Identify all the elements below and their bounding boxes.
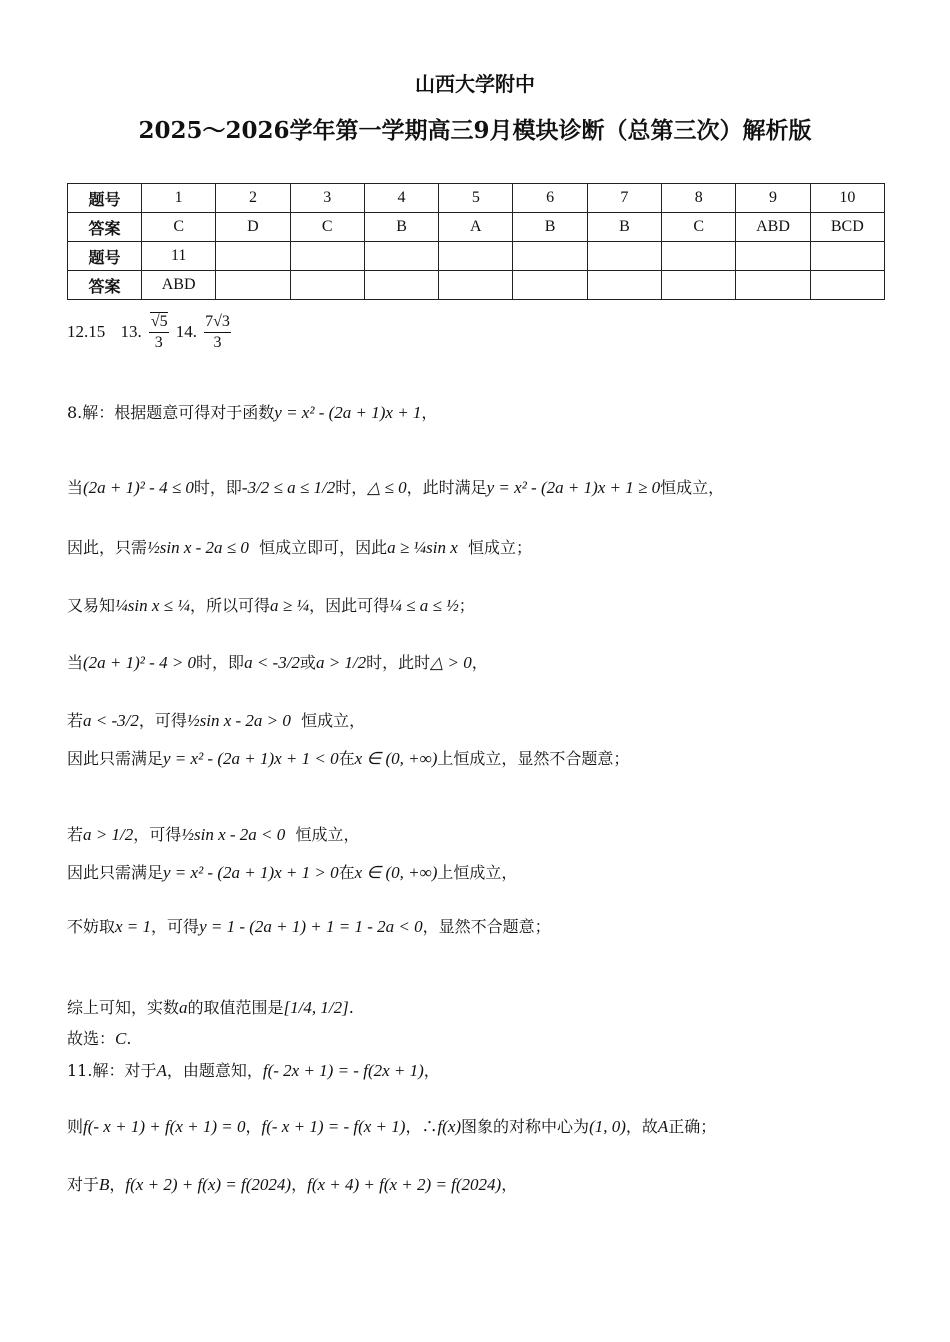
math-expression: (1, 0) — [589, 1117, 626, 1136]
math-expression: ½sin x - 2a < 0 — [181, 825, 286, 844]
table-cell — [662, 271, 736, 300]
table-cell: B — [587, 213, 661, 242]
math-expression: ½sin x - 2a > 0 — [186, 711, 291, 730]
text: 时，即 — [193, 478, 242, 497]
math-expression: (2a + 1)² - 4 ≤ 0 — [83, 478, 194, 497]
answer-table — [67, 183, 885, 300]
solution-11-line-1 — [67, 1058, 440, 1081]
math-expression: △ ≤ 0 — [367, 478, 407, 497]
solution-8-line-9 — [67, 860, 517, 883]
solution-8-line-8 — [67, 822, 359, 845]
text: 则 — [67, 1117, 84, 1136]
math-expression: a < -3/2 — [83, 711, 139, 730]
table-cell — [290, 271, 364, 300]
text: 上恒成立，显然不合题意； — [437, 749, 630, 768]
text: . — [126, 1029, 132, 1048]
solution-8-line-5 — [67, 650, 488, 673]
math-expression: y = x² - (2a + 1)x + 1 ≥ 0 — [486, 478, 661, 497]
text: 对于 — [67, 1175, 100, 1194]
text: ， — [291, 1175, 308, 1194]
solution-8-line-10 — [67, 914, 551, 937]
math-expression: a > 1/2 — [83, 825, 134, 844]
fraction-numerator: √5 — [150, 313, 168, 330]
text: 正确； — [668, 1117, 717, 1136]
math-expression: -3/2 ≤ a ≤ 1/2 — [241, 478, 336, 497]
table-cell — [216, 271, 290, 300]
text: ， — [423, 1061, 440, 1080]
math-expression: f(x + 2) + f(x) = f(2024) — [125, 1175, 292, 1194]
table-cell: ABD — [736, 213, 810, 242]
document-title: 2025～2026学年第一学期高三9月模块诊断（总第三次）解析版 — [138, 117, 812, 144]
table-cell — [513, 271, 587, 300]
solution-11-line-2 — [67, 1114, 716, 1137]
solution-8-line-4 — [67, 593, 475, 616]
math-expression: f(- 2x + 1) = - f(2x + 1) — [262, 1061, 424, 1080]
text: 时，即 — [196, 653, 245, 672]
text: 因此只需满足 — [67, 749, 164, 768]
table-header-answer: 答案 — [68, 271, 142, 300]
text: 恒成立， — [295, 825, 360, 844]
table-cell: 9 — [736, 184, 810, 213]
table-cell: C — [142, 213, 216, 242]
math-expression: B — [99, 1175, 110, 1194]
fraction-denominator: 3 — [149, 332, 169, 353]
table-cell — [364, 271, 438, 300]
table-header-question: 题号 — [68, 242, 142, 271]
math-expression: A — [657, 1117, 669, 1136]
math-expression: a < -3/2 — [244, 653, 300, 672]
text: 8.解：根据题意可得对于函数 — [67, 403, 275, 422]
table-cell: 1 — [142, 184, 216, 213]
math-expression: x = 1 — [115, 917, 152, 936]
text: 在 — [338, 863, 355, 882]
math-expression: y = x² - (2a + 1)x + 1 — [274, 403, 422, 422]
table-cell — [810, 242, 884, 271]
table-header-question: 题号 — [68, 184, 142, 213]
text: ， — [471, 653, 488, 672]
text: ，此时满足 — [406, 478, 487, 497]
table-cell: A — [439, 213, 513, 242]
math-expression: f(- x + 1) + f(x + 1) = 0 — [83, 1117, 246, 1136]
answer-12: 12.15 — [67, 322, 106, 341]
table-cell: 2 — [216, 184, 290, 213]
math-expression: (2a + 1)² - 4 > 0 — [83, 653, 197, 672]
text: ； — [458, 596, 475, 615]
text: 图象的对称中心为 — [461, 1117, 590, 1136]
text: 或 — [299, 653, 316, 672]
table-row-answers-1 — [68, 213, 885, 242]
solution-8-line-6 — [67, 708, 365, 731]
fraction-denominator: 3 — [204, 332, 231, 353]
text: 上恒成立， — [437, 863, 518, 882]
text: 时， — [335, 478, 368, 497]
math-expression: y = x² - (2a + 1)x + 1 < 0 — [163, 749, 339, 768]
text: 若 — [67, 825, 84, 844]
math-expression: x ∈ (0, +∞) — [354, 749, 438, 768]
table-cell: B — [513, 213, 587, 242]
math-expression: ¼sin x ≤ ¼ — [115, 596, 190, 615]
solution-11-line-3 — [67, 1172, 517, 1195]
table-cell — [736, 242, 810, 271]
solution-8-line-2 — [67, 475, 724, 498]
math-expression: A — [156, 1061, 167, 1080]
text: 不妨取 — [67, 917, 116, 936]
text: ， — [501, 1175, 518, 1194]
text: 因此只需满足 — [67, 863, 164, 882]
math-expression: C — [115, 1029, 127, 1048]
solution-8-line-1: 8.解：根据题意可得对于函数y = x² - (2a + 1)x + 1， — [67, 403, 438, 422]
math-expression: y = 1 - (2a + 1) + 1 = 1 - 2a < 0 — [199, 917, 423, 936]
table-row-answers-2 — [68, 271, 885, 300]
text: 恒成立， — [660, 478, 725, 497]
text: ，可得 — [133, 825, 182, 844]
table-cell: 4 — [364, 184, 438, 213]
text: 恒成立， — [301, 711, 366, 730]
table-cell: D — [216, 213, 290, 242]
text: 11.解：对于 — [67, 1061, 157, 1080]
table-cell: C — [662, 213, 736, 242]
text: ，显然不合题意； — [422, 917, 551, 936]
text: . — [348, 998, 354, 1017]
math-expression: x ∈ (0, +∞) — [354, 863, 438, 882]
text: 恒成立； — [467, 538, 532, 557]
table-cell — [290, 242, 364, 271]
math-expression: a — [179, 998, 188, 1017]
solution-8-line-11 — [67, 995, 354, 1018]
text: 故选： — [67, 1029, 116, 1048]
table-header-answer: 答案 — [68, 213, 142, 242]
answer-13-label: 13. — [120, 322, 142, 341]
text: 的取值范围是 — [187, 998, 284, 1017]
text: ，故 — [625, 1117, 658, 1136]
table-cell — [587, 271, 661, 300]
table-cell: 8 — [662, 184, 736, 213]
text: 又易知 — [67, 596, 116, 615]
school-name: 山西大学附中 — [415, 72, 535, 96]
text: ，可得 — [151, 917, 200, 936]
text: ，由题意知， — [166, 1061, 263, 1080]
table-cell — [439, 242, 513, 271]
math-expression: △ > 0 — [430, 653, 472, 672]
text: ， — [245, 1117, 262, 1136]
text: ，可得 — [138, 711, 187, 730]
fraction-numerator: 7√3 — [205, 313, 230, 330]
table-cell — [513, 242, 587, 271]
table-cell — [810, 271, 884, 300]
table-cell — [587, 242, 661, 271]
fill-in-answers — [67, 312, 233, 353]
table-cell — [216, 242, 290, 271]
text: ， — [109, 1175, 126, 1194]
text: 若 — [67, 711, 84, 730]
text: 因此，只需 — [67, 538, 148, 557]
text: 当 — [67, 478, 84, 497]
solution-8-line-12 — [67, 1026, 131, 1049]
table-cell: 10 — [810, 184, 884, 213]
answer-13-fraction — [149, 312, 169, 353]
text: 恒成立即可，因此 — [259, 538, 388, 557]
table-row-questions-2 — [68, 242, 885, 271]
table-row-questions-1 — [68, 184, 885, 213]
table-cell: BCD — [810, 213, 884, 242]
text: 当 — [67, 653, 84, 672]
table-cell — [439, 271, 513, 300]
table-cell: 7 — [587, 184, 661, 213]
table-cell: B — [364, 213, 438, 242]
solution-8-line-7 — [67, 746, 629, 769]
math-expression: a ≥ ¼sin x — [387, 538, 458, 557]
answer-14-fraction — [204, 312, 231, 353]
math-expression: [1/4, 1/2] — [283, 998, 349, 1017]
text: ，∴ — [405, 1117, 438, 1136]
text: 综上可知，实数 — [67, 998, 180, 1017]
table-cell: 6 — [513, 184, 587, 213]
math-expression: ¼ ≤ a ≤ ½ — [389, 596, 459, 615]
math-expression: f(x) — [437, 1117, 462, 1136]
table-cell: 3 — [290, 184, 364, 213]
table-cell: 5 — [439, 184, 513, 213]
table-cell: C — [290, 213, 364, 242]
table-cell — [364, 242, 438, 271]
text: ，因此可得 — [309, 596, 390, 615]
text: ，所以可得 — [189, 596, 270, 615]
solution-8-line-3 — [67, 535, 532, 558]
table-cell: ABD — [142, 271, 216, 300]
answer-14-label: 14. — [175, 322, 197, 341]
math-expression: a ≥ ¼ — [270, 596, 310, 615]
math-expression: f(- x + 1) = - f(x + 1) — [261, 1117, 406, 1136]
text: 在 — [338, 749, 355, 768]
table-cell: 11 — [142, 242, 216, 271]
math-expression: a > 1/2 — [315, 653, 367, 672]
math-expression: y = x² - (2a + 1)x + 1 > 0 — [163, 863, 339, 882]
table-cell — [736, 271, 810, 300]
text: 时，此时 — [366, 653, 431, 672]
math-expression: ½sin x - 2a ≤ 0 — [147, 538, 249, 557]
table-cell — [662, 242, 736, 271]
math-expression: f(x + 4) + f(x + 2) = f(2024) — [307, 1175, 502, 1194]
